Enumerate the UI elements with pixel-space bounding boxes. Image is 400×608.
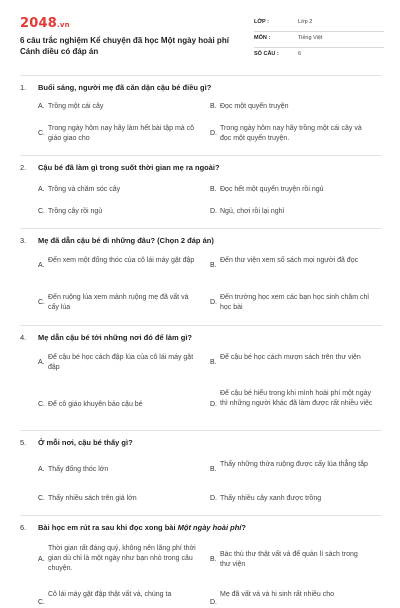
meta-label: LỚP : [254, 19, 269, 25]
meta-value: Tiếng Việt [298, 35, 323, 41]
document-header [20, 14, 382, 66]
meta-label: MÔN : [254, 35, 271, 41]
option-text: Cô lái máy gặt đập thật vất vả, chúng ta [48, 591, 172, 598]
option-text: Thấy nhiều cây xanh được trồng [220, 495, 322, 502]
option-text: Đọc một quyển truyện [220, 103, 289, 110]
divider [20, 515, 382, 516]
divider [20, 155, 382, 156]
logo-suffix: .vn [56, 21, 70, 29]
option-text: Đến trường học xem các bạn học sinh chăm chỉ học bài [220, 294, 369, 311]
option-letter: C. [38, 208, 45, 215]
question-text: Buổi sáng, người mẹ đã căn dặn cậu bé điều gì? [38, 83, 212, 92]
option-text: Để cậu bé học cách mượn sách trên thư viện [220, 354, 361, 361]
question-text-prefix: Bài học em rút ra sau khi đọc xong bài [38, 523, 178, 532]
question-number: 3. [20, 236, 27, 245]
option-letter: A. [38, 103, 45, 110]
option-text: Để cô giáo khuyên bảo cậu bé [48, 401, 143, 408]
document-title: 6 câu trắc nghiệm Kể chuyện đã học Một ngày hoài phí Cánh diều có đáp án [20, 36, 229, 56]
option-letter: A. [38, 556, 45, 563]
option-text: Đến thư viện xem số sách mọi người đã đọc [220, 257, 359, 264]
divider [20, 325, 382, 326]
question-text: Mẹ đã dẫn cậu bé đi những đâu? (Chọn 2 đáp án) [38, 236, 214, 245]
option-text: Thấy đống thóc lớn [48, 466, 109, 473]
question-text: Cậu bé đã làm gì trong suốt thời gian mẹ ra ngoài? [38, 163, 220, 172]
question-number: 2. [20, 163, 27, 172]
option-text: Trồng và chăm sóc cây [48, 186, 121, 193]
option-letter: D. [210, 299, 217, 306]
option-letter: D. [210, 130, 217, 137]
meta-value: Lớp 2 [298, 19, 313, 25]
option-text: Trong ngày hôm nay hãy trồng một cái cây và đọc một quyển truyện. [220, 125, 362, 142]
divider [20, 75, 382, 76]
option-letter: C. [38, 130, 45, 137]
option-text: Để cậu bé học cách đập lúa của cô lái máy gặt đập [48, 354, 194, 371]
option-text: Trồng cây rồi ngủ [48, 208, 103, 215]
option-letter: C. [38, 299, 45, 306]
option-letter: D. [210, 208, 217, 215]
option-letter: B. [210, 556, 217, 563]
meta-row-grade [254, 16, 384, 32]
meta-value: 6 [298, 51, 302, 57]
question-number: 5. [20, 438, 27, 447]
meta-label: SỐ CÂU : [254, 51, 279, 57]
option-text: Mẹ đã vất vả và hi sinh rất nhiều cho [220, 591, 335, 598]
meta-row-count [254, 48, 384, 63]
option-letter: B. [210, 466, 217, 473]
option-letter: C. [38, 401, 45, 408]
divider [20, 228, 382, 229]
option-text: Đến ruộng lúa xem mảnh ruộng mẹ đã vất và cấy lúa [48, 294, 189, 311]
option-text: Thấy nhiều sách trên giá lớn [48, 495, 137, 502]
option-text: Trong ngày hôm nay hãy làm hết bài tập mà cô giáo giao cho [48, 125, 195, 142]
site-logo[interactable] [20, 16, 70, 31]
story-title: Một ngày hoài phí [177, 523, 242, 532]
option-letter: B. [210, 262, 217, 269]
option-letter: B. [210, 359, 217, 366]
question-text [38, 523, 246, 532]
option-text: Thời gian rất đáng quý, không nên lãng phí thời gian dù chỉ là một ngày như bạn nhỏ trong câu chuyện. [48, 545, 196, 572]
question-text: Ở mỗi nơi, cậu bé thấy gì? [38, 438, 133, 447]
question-number: 1. [20, 83, 27, 92]
option-text: Bác thủ thư thật vất vả để quản lí sách trong thư viện [220, 551, 358, 568]
option-text: Để cậu bé hiểu trong khi mình hoài phí một ngày thì những người khác đã làm được rất nhiều việc [220, 390, 373, 407]
option-letter: B. [210, 103, 217, 110]
option-text: Trồng một cái cây [48, 103, 104, 110]
divider [20, 430, 382, 431]
option-letter: D. [210, 401, 217, 408]
question-text: Mẹ dẫn cậu bé tới những nơi đó để làm gì? [38, 333, 193, 342]
option-letter: B. [210, 186, 217, 193]
option-letter: C. [38, 495, 45, 502]
option-text: Thấy những thửa ruộng được cấy lúa thẳng tắp [220, 461, 368, 468]
option-text: Đọc hết một quyển truyện rồi ngủ [220, 186, 324, 193]
option-letter: C. [38, 599, 45, 606]
option-letter: A. [38, 186, 45, 193]
option-letter: A. [38, 262, 45, 269]
question-number: 4. [20, 333, 27, 342]
option-letter: D. [210, 599, 217, 606]
option-letter: A. [38, 466, 45, 473]
meta-table [254, 16, 384, 63]
option-text: Đến xem một đống thóc của cô lái máy gặt đập [48, 257, 195, 264]
question-text-suffix: ? [241, 523, 246, 532]
option-letter: D. [210, 495, 217, 502]
logo-text: 2048 [20, 16, 57, 31]
meta-row-subject [254, 32, 384, 48]
question-number: 6. [20, 523, 27, 532]
option-letter: A. [38, 359, 45, 366]
option-text: Ngủ, chơi rồi lại nghỉ [220, 208, 285, 215]
